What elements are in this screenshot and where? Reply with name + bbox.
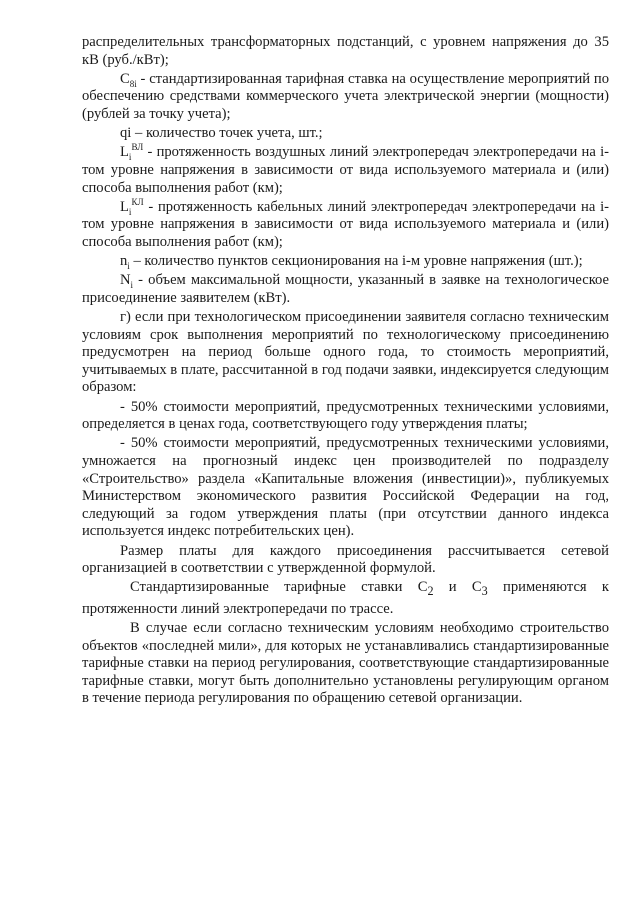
paragraph-tariff-rates: Стандартизированные тарифные ставки $C_2$ и $C_3$ применяются к протяженности линий электропередачи по трассе. <box>82 579 610 617</box>
definition-text: - стандартизированная тарифная ставка на осуществление мероприятий по обеспечению средствами коммерческого учета электрической энергии (мощности) (рублей за точку учета); <box>82 70 609 122</box>
paragraph-qi-definition: qi – количество точек учета, шт.; <box>120 125 323 142</box>
paragraph-Ni-definition <box>82 272 609 307</box>
paragraph-ni-definition <box>82 253 609 271</box>
paragraph-bullet-2: - 50% стоимости мероприятий, предусмотренных техническими условиями, умножается на прогнозный индекс цен производителей по подразделу «Строительство» раздела «Капитальные вложения (инвестиции)», публикуемых Министерством экономического развития Российской Федерации на год, следующий за годом утверждения платы (при отсутствии данного индекса используется индекс потребительских цен). <box>82 435 609 540</box>
symbol-l-vl: $L_i^{ВЛ}$ <box>120 142 144 163</box>
definition-text: - протяженность воздушных линий электропередач электропередачи на i-том уровне напряжения в зависимости от вида используемого материала и (или) способа выполнения работ (км); <box>82 144 609 196</box>
symbol-l-kl: $L_i^{КЛ}$ <box>120 196 144 217</box>
symbol-N-i: $N_i$ <box>120 272 134 291</box>
paragraph-item-g: г) если при технологическом присоединении заявителя согласно техническим условиям срок выполнения мероприятий по технологическому присоединению предусмотрен на период больше одного года, то стоимость мероприятий, учитываемых в плате, рассчитанной в год подачи заявки, индексируется следующим образом: <box>82 309 609 396</box>
paragraph-last-mile: В случае если согласно техническим условиям необходимо строительство объектов «последней мили», для которых не устанавливались стандартизированные тарифные ставки на период регулирования, соответствующие стандартизированные тарифные ставки, могут быть дополнительно установлены регулирующим органом в течение периода регулирования по обращению сетевой организации. <box>82 620 609 707</box>
paragraph-p1: распределительных трансформаторных подстанций, с уровнем напряжения до 35 кВ (руб./кВт); <box>82 34 609 68</box>
paragraph-vl-definition <box>82 144 609 197</box>
definition-text: – количество пунктов секционирования на i-м уровне напряжения (шт.); <box>129 253 583 270</box>
paragraph-payment-size: Размер платы для каждого присоединения рассчитывается сетевой организацией в соответствии с утвержденной формулой. <box>82 542 609 577</box>
paragraph-kl-definition <box>82 196 609 252</box>
symbol-c8i: $C_{8i}$ <box>120 70 137 89</box>
paragraph-c8i-definition <box>82 71 609 124</box>
definition-text: - протяженность кабельных линий электропередач электропередачи на i-том уровне напряжения в зависимости от вида используемого материала и (или) способа выполнения работ (км); <box>82 198 609 250</box>
definition-text: - объем максимальной мощности, указанный в заявке на технологическое присоединение заявителем (кВт). <box>82 272 609 306</box>
symbol-n-i: $n_i$ <box>120 253 130 271</box>
paragraph-bullet-1: - 50% стоимости мероприятий, предусмотренных техническими условиями, определяется в ценах года, соответствующего году утверждения платы; <box>82 398 609 433</box>
